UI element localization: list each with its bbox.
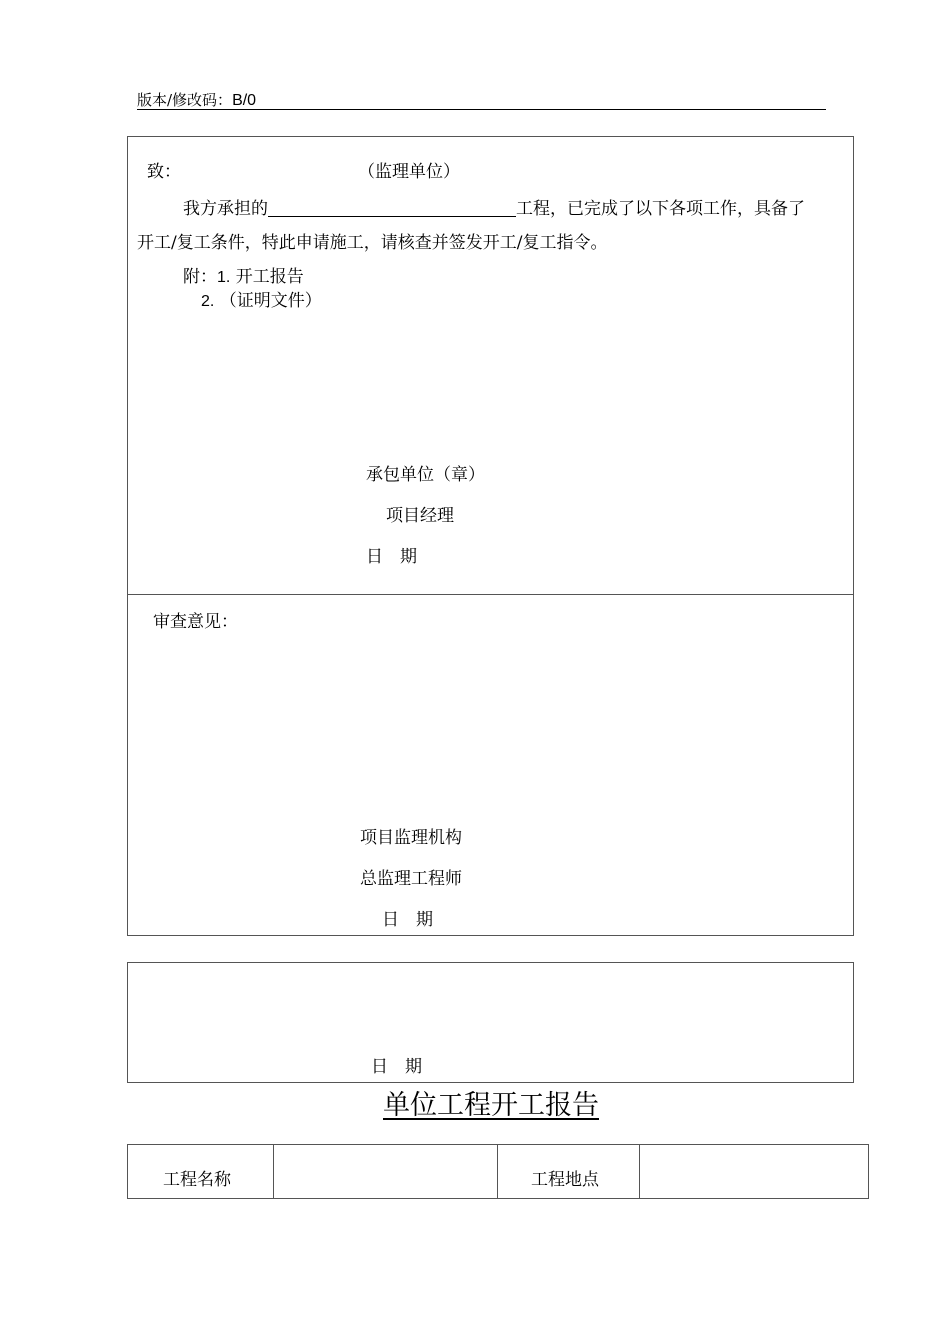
project-name-field[interactable] bbox=[280, 1150, 490, 1193]
extra-date-label: 日 期 bbox=[371, 1057, 422, 1077]
project-name-label: 工程名称 bbox=[163, 1170, 231, 1190]
project-manager-label: 项目经理 bbox=[386, 506, 454, 526]
project-location-field[interactable] bbox=[646, 1150, 862, 1193]
attachment-1: 附：1. 开工报告 bbox=[183, 267, 304, 287]
supervision-org-label: 项目监理机构 bbox=[360, 828, 462, 848]
to-label: 致： bbox=[147, 162, 181, 182]
review-section bbox=[127, 594, 854, 936]
version-value: B/0 bbox=[232, 92, 257, 109]
header-rule bbox=[137, 109, 826, 110]
review-date-label: 日 期 bbox=[382, 910, 433, 930]
table-divider-2 bbox=[497, 1144, 498, 1199]
project-location-label: 工程地点 bbox=[531, 1170, 599, 1190]
report-title: 单位工程开工报告 bbox=[383, 1090, 599, 1121]
extra-section bbox=[127, 962, 854, 1083]
project-blank-field[interactable] bbox=[268, 198, 516, 217]
version-label: 版本/修改码：B/0 bbox=[137, 91, 257, 109]
attachment-2: 2. （证明文件） bbox=[201, 291, 322, 311]
table-divider-1 bbox=[273, 1144, 274, 1199]
review-opinion-label: 审查意见： bbox=[153, 612, 238, 632]
body-line-1: 我方承担的 工程，已完成了以下各项工作，具备了 bbox=[183, 199, 805, 219]
recipient-label: （监理单位） bbox=[358, 162, 460, 182]
contractor-seal-label: 承包单位（章） bbox=[366, 465, 485, 485]
body-line-2: 开工/复工条件，特此申请施工，请核查并签发开工/复工指令。 bbox=[137, 233, 608, 253]
application-date-label: 日 期 bbox=[366, 547, 417, 567]
table-divider-3 bbox=[639, 1144, 640, 1199]
chief-engineer-label: 总监理工程师 bbox=[360, 869, 462, 889]
